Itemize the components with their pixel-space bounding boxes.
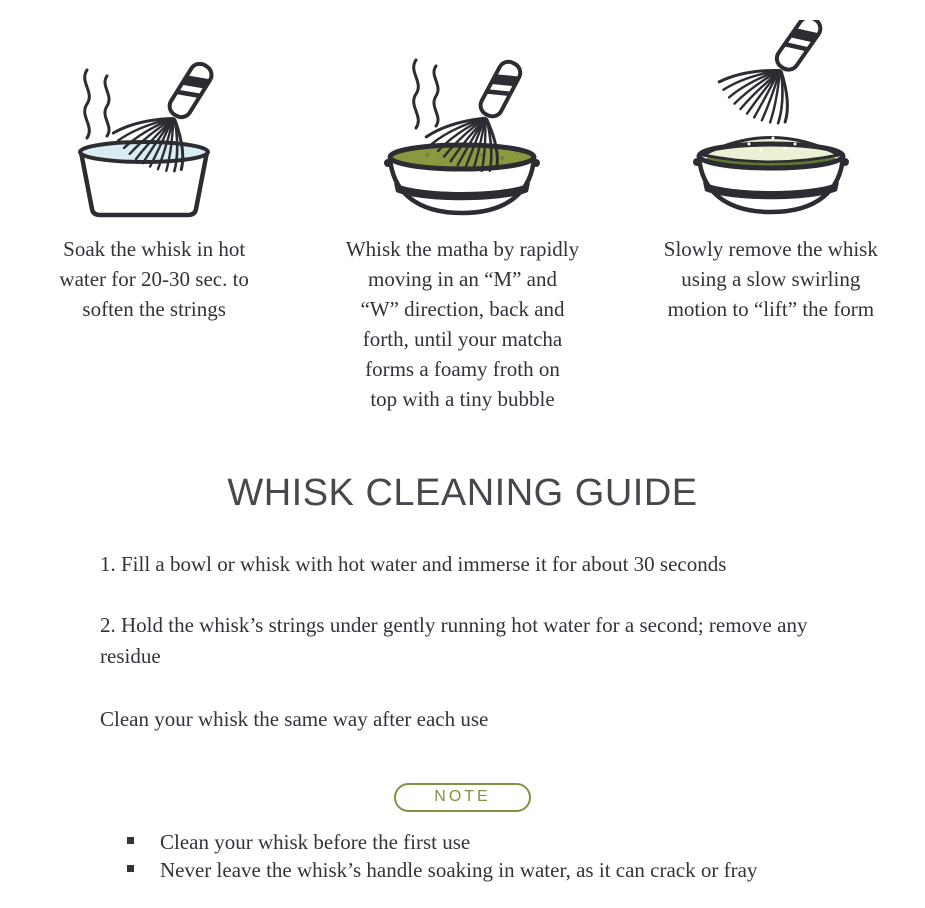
note-badge: NOTE <box>394 783 530 812</box>
cleaning-step-2: 2. Hold the whisk’s strings under gently running hot water for a second; remove any residue <box>100 613 808 668</box>
caption-line: moving in an “M” and <box>368 267 557 291</box>
bowl-rivet <box>532 159 540 167</box>
caption-line: “W” direction, back and <box>360 297 565 321</box>
caption-line: Soak the whisk in hot <box>63 237 246 261</box>
note-item <box>127 856 925 884</box>
bullet-square-icon <box>127 837 134 844</box>
bowl-rivet <box>693 158 701 166</box>
whisk-step-caption <box>308 234 616 414</box>
caption-line: Whisk the matha by rapidly <box>345 237 580 261</box>
note-item-text: Clean your whisk before the first use <box>160 830 471 854</box>
caption-line: soften the strings <box>82 297 226 321</box>
caption-line: water for 20-30 sec. to <box>59 267 249 291</box>
cleaning-step-3: Clean your whisk the same way after each use <box>100 707 489 731</box>
note-item-text: Never leave the whisk’s handle soaking in water, as it can crack or fray <box>160 858 758 882</box>
caption-line: forth, until your matcha <box>362 327 563 351</box>
soak-step-panel <box>0 8 308 414</box>
caption-line: using a slow swirling <box>681 267 861 291</box>
foam-mound <box>703 138 839 163</box>
bowl-rivet <box>841 158 849 166</box>
bowl-icon <box>80 142 208 215</box>
cleaning-steps <box>100 549 867 735</box>
remove-illustration-area <box>617 8 925 220</box>
bullet-square-icon <box>127 865 134 872</box>
cleaning-step-1: 1. Fill a bowl or whisk with hot water and immerse it for about 30 seconds <box>100 552 727 576</box>
bowl-icon <box>693 137 849 213</box>
lift-whisk-illustration <box>681 20 861 220</box>
note-item <box>127 828 925 856</box>
whisk-matcha-illustration <box>362 38 562 220</box>
whisk-icon <box>713 20 843 134</box>
whisk-illustration-area <box>308 8 616 220</box>
note-section <box>0 783 925 812</box>
steam-icon <box>414 60 438 128</box>
notes-list <box>127 828 925 884</box>
remove-step-caption <box>617 234 925 324</box>
steam-icon <box>85 70 109 138</box>
soak-whisk-illustration <box>59 44 249 220</box>
whisk-step-panel <box>308 8 616 414</box>
soak-illustration-area <box>0 8 308 220</box>
caption-line: forms a foamy froth on <box>365 357 560 381</box>
remove-step-panel <box>617 8 925 414</box>
caption-line: motion to “lift” the form <box>667 297 875 321</box>
bowl-rivet <box>384 159 392 167</box>
cleaning-guide-title: WHISK CLEANING GUIDE <box>227 472 698 514</box>
illustrated-steps <box>0 0 925 414</box>
soak-step-caption <box>0 234 308 324</box>
caption-line: top with a tiny bubble <box>370 387 555 411</box>
caption-line: Slowly remove the whisk <box>663 237 878 261</box>
